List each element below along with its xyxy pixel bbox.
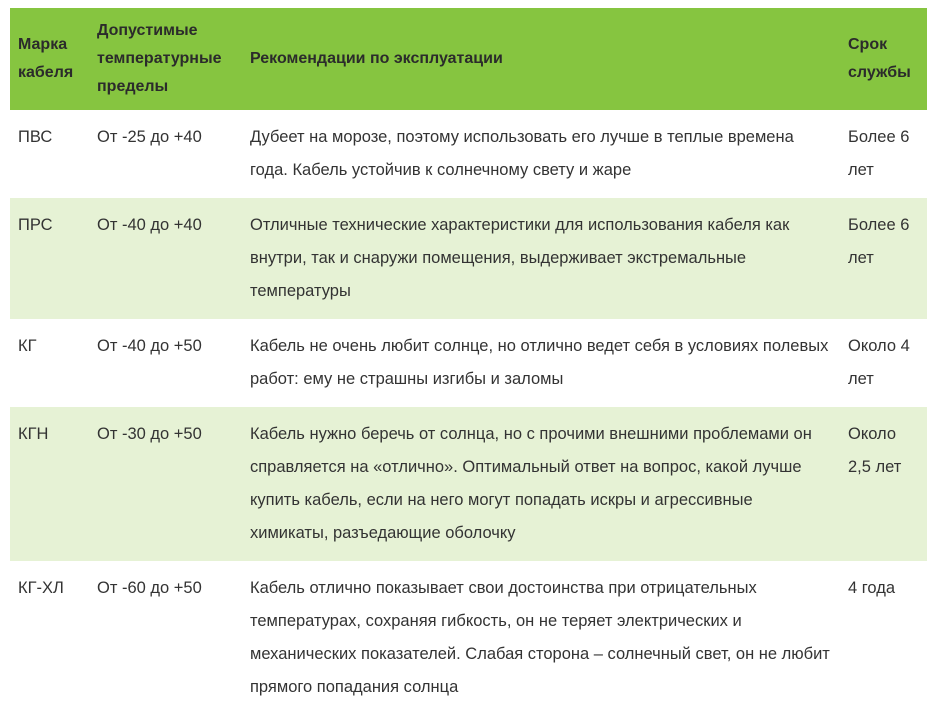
cell-temperature-range: От -25 до +40 <box>89 110 242 198</box>
cell-temperature-range: От -60 до +50 <box>89 561 242 715</box>
table-header <box>10 8 927 110</box>
cell-recommendation: Кабель не очень любит солнце, но отлично ведет себя в условиях полевых работ: ему не страшны изгибы и заломы <box>242 319 840 407</box>
cable-comparison-table <box>10 8 927 715</box>
header-brand: Марка кабеля <box>10 8 89 110</box>
table-body <box>10 110 927 715</box>
cell-brand: ПРС <box>10 198 89 319</box>
header-row <box>10 8 927 110</box>
cell-service-life: 4 года <box>840 561 927 715</box>
header-service-life: Срок службы <box>840 8 927 110</box>
header-temperature-range: Допустимые температурные пределы <box>89 8 242 110</box>
cell-recommendation: Отличные технические характеристики для использования кабеля как внутри, так и снаружи помещения, выдерживает экстремальные температуры <box>242 198 840 319</box>
cell-recommendation: Дубеет на морозе, поэтому использовать его лучше в теплые времена года. Кабель устойчив к солнечному свету и жаре <box>242 110 840 198</box>
table-row <box>10 319 927 407</box>
cell-recommendation: Кабель отлично показывает свои достоинства при отрицательных температурах, сохраняя гибкость, он не теряет электрических и механических показателей. Слабая сторона – солнечный свет, он не любит прямого попадания солнца <box>242 561 840 715</box>
cell-service-life: Около 2,5 лет <box>840 407 927 561</box>
cell-service-life: Около 4 лет <box>840 319 927 407</box>
table-row <box>10 110 927 198</box>
table-row <box>10 198 927 319</box>
cell-brand: КГН <box>10 407 89 561</box>
table-row <box>10 561 927 715</box>
cell-brand: КГ <box>10 319 89 407</box>
cell-brand: ПВС <box>10 110 89 198</box>
cell-brand: КГ-ХЛ <box>10 561 89 715</box>
cell-temperature-range: От -40 до +40 <box>89 198 242 319</box>
cell-recommendation: Кабель нужно беречь от солнца, но с прочими внешними проблемами он справляется на «отлично». Оптимальный ответ на вопрос, какой лучше купить кабель, если на него могут попадать искры и агрессивные химикаты, разъедающие оболочку <box>242 407 840 561</box>
cell-service-life: Более 6 лет <box>840 198 927 319</box>
cell-temperature-range: От -30 до +50 <box>89 407 242 561</box>
cable-table-container <box>10 8 927 715</box>
cell-temperature-range: От -40 до +50 <box>89 319 242 407</box>
header-recommendations: Рекомендации по эксплуатации <box>242 8 840 110</box>
cell-service-life: Более 6 лет <box>840 110 927 198</box>
table-row <box>10 407 927 561</box>
